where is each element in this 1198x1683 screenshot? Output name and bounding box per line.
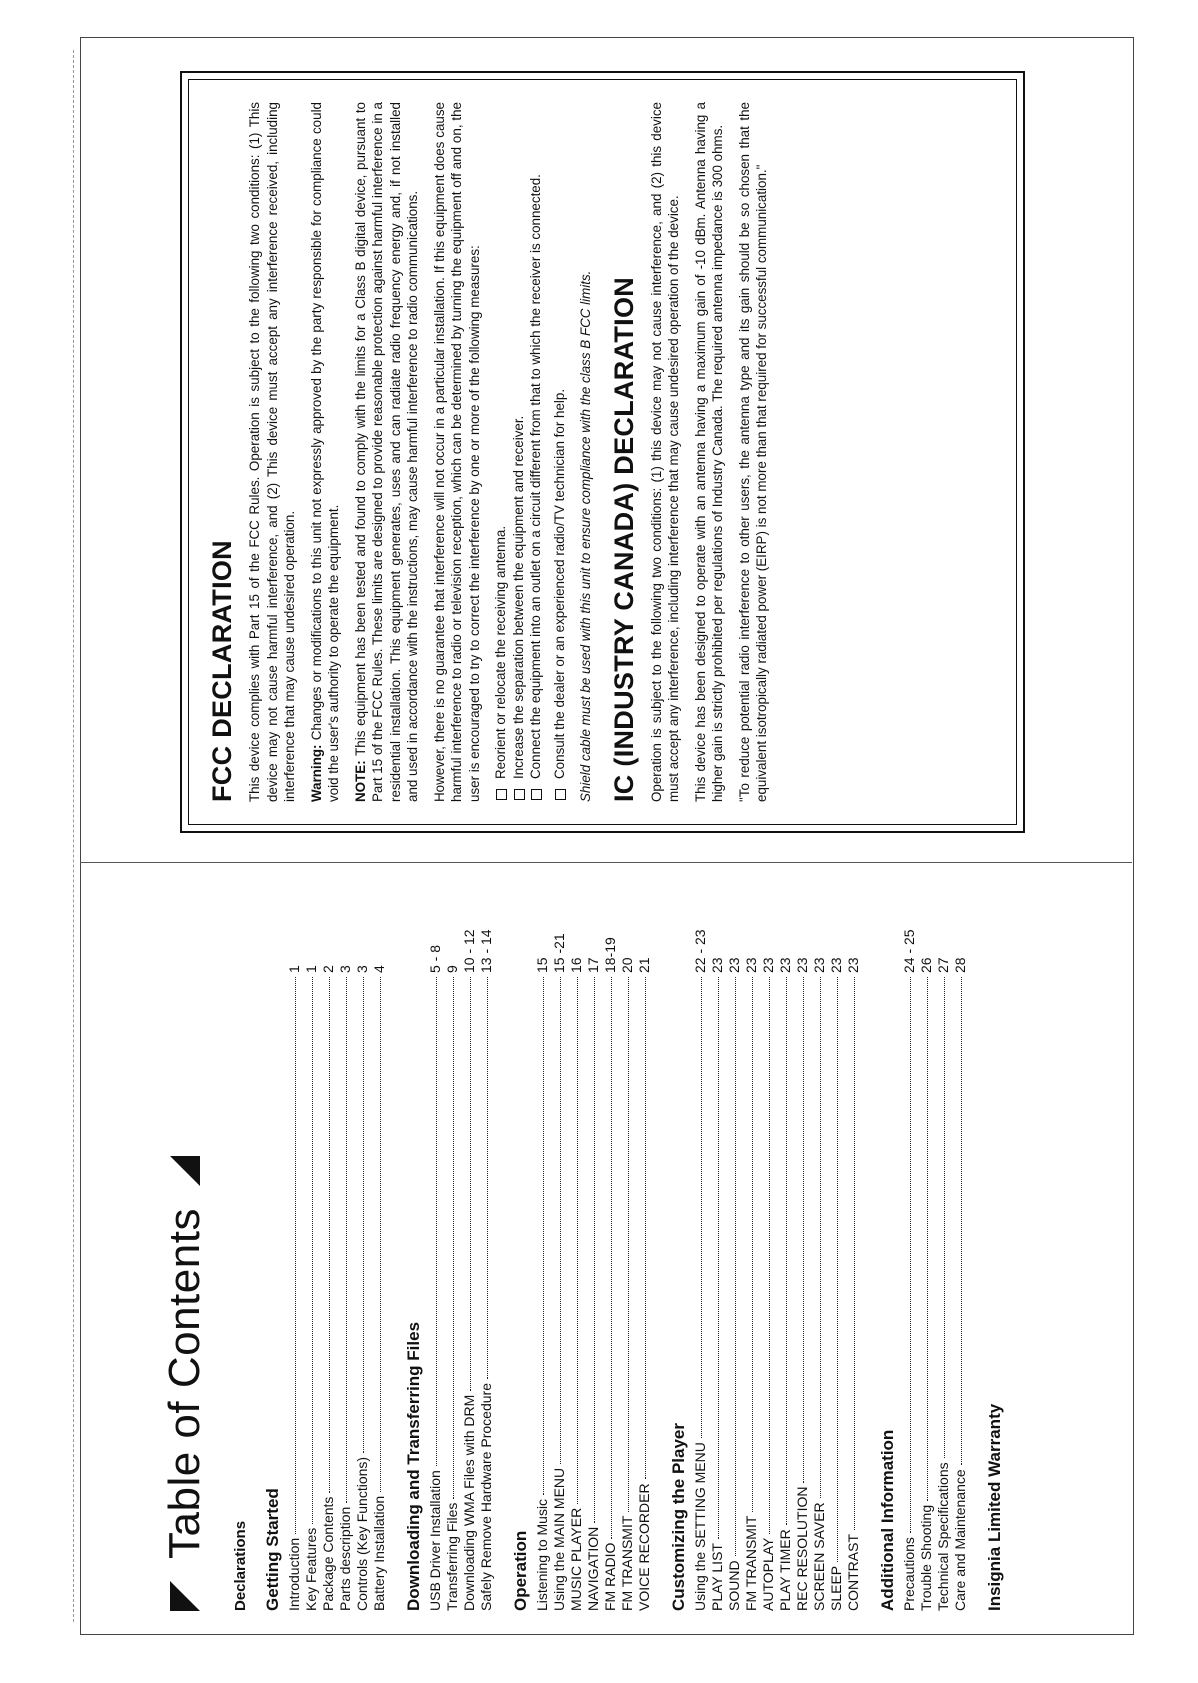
toc-entry-label: Technical Specifications [935, 1462, 951, 1611]
toc-entry [794, 891, 811, 1611]
measure-text: Reorient or relocate the receiving antenna. [493, 525, 508, 779]
toc-entry-page: 23 [726, 957, 742, 973]
toc-entry-page: 23 [811, 957, 827, 973]
toc-dot-leader [594, 977, 595, 1523]
toc-entry-page: 26 [918, 957, 934, 973]
toc-entry [478, 891, 495, 1611]
toc-entry-page: 23 [709, 957, 725, 973]
toc-entry [777, 891, 794, 1611]
measure-item [492, 102, 510, 802]
toc-entry-label: AUTOPLAY [760, 1537, 776, 1611]
toc-entry [743, 891, 760, 1611]
toc-entry [320, 891, 337, 1611]
toc-section [669, 891, 862, 1611]
toc-entry-label: USB Driver Installation [427, 1470, 443, 1611]
toc-entry [636, 891, 653, 1611]
toc-entry-page: 23 [760, 957, 776, 973]
toc-dot-leader [363, 977, 364, 1453]
toc-dot-leader [735, 977, 736, 1556]
checkbox-icon [555, 789, 566, 800]
toc-entry-label: Using the SETTING MENU [692, 1442, 708, 1611]
ic-paragraph-2: This device has been designed to operate with an antenna having a maximum gain of -10 dBm. Antenna having a higher gain is strictly prohibited per regulations of Industry Canada. The required antenna impedance is 300 ohms. [692, 102, 725, 802]
toc-dot-leader [329, 977, 330, 1493]
toc-dot-leader [312, 977, 313, 1524]
toc-entry-label: Parts description [337, 1506, 353, 1611]
fcc-heading: FCC DECLARATION [207, 540, 237, 802]
toc-dot-leader [752, 977, 753, 1512]
toc-entry-label: Using the MAIN MENU [551, 1467, 567, 1611]
toc-entry-label: NAVIGATION [585, 1526, 601, 1611]
toc-dot-leader [910, 977, 911, 1533]
toc-entry-label: Care and Maintenance [952, 1469, 968, 1611]
toc-entry-label: FM TRANSMIT [619, 1515, 635, 1611]
toc-entry-page: 5 - 8 [427, 944, 443, 973]
toc-entry [303, 891, 320, 1611]
toc-entry-label: SOUND [726, 1560, 742, 1611]
toc-declarations: Declarations [232, 1520, 249, 1611]
toc-entry-page: 22 - 23 [692, 929, 708, 973]
toc-entry-label: Safely Remove Hardware Procedure [478, 1383, 494, 1611]
toc-entry [444, 891, 461, 1611]
toc-entry [619, 891, 636, 1611]
toc-entry [568, 891, 585, 1611]
ic-paragraph-3: "To reduce potential radio interference to other users, the antenna type and its gain should be so chosen that the equivalent isotropically radiated power (EIRP) is not more than that required for successful communication." [736, 102, 769, 802]
toc-dot-leader [346, 977, 347, 1503]
toc-section [878, 891, 969, 1611]
note-text: This equipment has been tested and found to comply with the limits for a Class B digital device, pursuant to Part 15 of the FCC Rules. These limits are designed to provide reasonable protection against harmful interference in a residential installation. This equipment generates, uses and can radiate radio frequency energy and, if not installed and used in accordance with the instructions, may cause harmful interference to radio communications. [352, 102, 420, 802]
toc-entry-label: SLEEP [828, 1565, 844, 1611]
toc-entry-page: 1 [303, 965, 319, 973]
toc-entry [371, 891, 388, 1611]
toc-entry [427, 891, 444, 1611]
toc-dot-leader [701, 977, 702, 1438]
toc-dot-leader [944, 977, 945, 1458]
fcc-measures-list [492, 102, 568, 802]
shield-cable-note: Shield cable must be used with this unit to ensure compliance with the class B FCC limits. [578, 270, 593, 802]
toc-entry [692, 891, 709, 1611]
toc-entry-page: 23 [794, 957, 810, 973]
toc-entry-page: 4 [371, 965, 387, 973]
toc-dot-leader [611, 977, 612, 1539]
toc-entry-page: 15 [534, 957, 550, 973]
note-label: NOTE: [352, 760, 368, 802]
center-fold-line [80, 862, 1132, 863]
fcc-warning [308, 102, 343, 802]
toc-entry-page: 23 [845, 957, 861, 973]
toc-entry [709, 891, 726, 1611]
measure-text: Increase the separation between the equipment and receiver. [510, 415, 526, 779]
triangle-right-icon [170, 1156, 200, 1186]
toc-entry-label: Transferring Files [444, 1502, 460, 1611]
toc-entry-page: 13 - 14 [478, 929, 494, 973]
toc-section-title: Customizing the Player [669, 1423, 688, 1611]
toc-entry-label: Precautions [901, 1537, 917, 1611]
toc-section [263, 891, 388, 1611]
toc-entry-page: 9 [444, 965, 460, 973]
toc-entry [585, 891, 602, 1611]
toc-entry-label: FM TRANSMIT [743, 1515, 759, 1611]
toc-dot-leader [453, 977, 454, 1499]
toc-entry-page: 17 [585, 957, 601, 973]
toc-dot-leader [803, 977, 804, 1483]
declaration-inner-frame [188, 79, 1017, 825]
measure-item [551, 102, 569, 802]
toc-entry-page: 23 [777, 957, 793, 973]
toc-dot-leader [470, 977, 471, 1391]
toc-final-entry: Insignia Limited Warranty [985, 1403, 1004, 1611]
toc-entry [845, 891, 862, 1611]
ic-heading: IC (INDUSTRY CANADA) DECLARATION [608, 276, 639, 802]
toc-entry-page: 3 [337, 965, 353, 973]
toc-entry [551, 891, 568, 1611]
toc-dot-leader [961, 977, 962, 1465]
fcc-paragraph-4: However, there is no guarantee that interference will not occur in a particular installation. If this equipment does cause harmful interference to radio or television reception, which can be determined by turning the equipment off and on, the user is encouraged to try to correct the interference by one or more of the following measures: [431, 102, 482, 802]
toc-entry [461, 891, 478, 1611]
toc-entry [760, 891, 777, 1611]
toc-entry [286, 891, 303, 1611]
toc-entry-page: 16 [568, 957, 584, 973]
toc-entry-label: PLAY TIMER [777, 1529, 793, 1611]
measure-item [510, 102, 528, 802]
toc-section [511, 891, 653, 1611]
toc-dot-leader [577, 977, 578, 1504]
toc-dot-leader [769, 977, 770, 1534]
toc-dot-leader [543, 977, 544, 1495]
toc-entry-page: 18-19 [602, 937, 618, 973]
checkbox-icon [514, 789, 525, 800]
toc-entry-label: Key Features [303, 1527, 319, 1611]
toc-entry [534, 891, 551, 1611]
toc-entry-label: CONTRAST [845, 1534, 861, 1611]
toc-entry-page: 23 [828, 957, 844, 973]
toc-entry-page: 28 [952, 957, 968, 973]
toc-entry-label: Trouble Shooting [918, 1504, 934, 1611]
toc-entry-label: MUSIC PLAYER [568, 1507, 584, 1611]
toc-entry-label: Downloading WMA Files with DRM [461, 1394, 477, 1611]
ic-paragraph-1: Operation is subject to the following two conditions: (1) this device may not cause interference, and (2) this device must accept any interference, including interference that may cause undesired operation of the device. [648, 102, 681, 802]
toc-dot-leader [295, 977, 296, 1534]
toc-entry-page: 15 -21 [551, 933, 567, 973]
toc-entry-page: 2 [320, 965, 336, 973]
toc-section-title: Getting Started [263, 1488, 282, 1611]
toc-entry [354, 891, 371, 1611]
toc-sections [263, 891, 969, 1611]
toc-section [404, 891, 495, 1611]
toc-entry-label: Introduction [286, 1537, 302, 1611]
warning-label: Warning: [308, 744, 324, 802]
toc-dot-leader [786, 977, 787, 1525]
toc-entry-page: 24 - 25 [901, 929, 917, 973]
fcc-note [352, 102, 422, 802]
toc-entry-label: Controls (Key Functions) [354, 1456, 370, 1611]
toc-entry-label: SCREEN SAVER [811, 1502, 827, 1611]
toc-section-title: Additional Information [878, 1429, 897, 1611]
toc-entry-page: 20 [619, 957, 635, 973]
toc-section-title: Operation [511, 1530, 530, 1611]
toc-entry-page: 21 [636, 957, 652, 973]
toc-entry [726, 891, 743, 1611]
toc-entry [952, 891, 969, 1611]
triangle-left-icon [170, 1581, 200, 1611]
measure-text: Connect the equipment into an outlet on a circuit different from that to which the receiver is connected. [528, 174, 543, 779]
toc-title: Table of Contents [160, 1208, 209, 1559]
toc-dot-leader [487, 977, 488, 1379]
toc-dot-leader [927, 977, 928, 1501]
toc-dot-leader [628, 977, 629, 1512]
toc-entry-label: Listening to Music [534, 1498, 550, 1611]
toc-entry-page: 10 - 12 [461, 929, 477, 973]
toc-entry-label: REC RESOLUTION [794, 1486, 810, 1611]
checkbox-icon [496, 789, 507, 800]
toc-entry [935, 891, 952, 1611]
toc-entry-label: VOICE RECORDER [636, 1483, 652, 1611]
toc-entry-label: Package Contents [320, 1496, 336, 1611]
checkbox-icon [531, 789, 542, 800]
measure-text: Consult the dealer or an experienced radio/TV technician for help. [551, 388, 567, 779]
toc-header [150, 891, 220, 1611]
measure-item [527, 102, 545, 802]
toc-entry [901, 891, 918, 1611]
toc-dot-leader [380, 977, 381, 1492]
toc-entry-page: 23 [743, 957, 759, 973]
toc-entry-label: PLAY LIST [709, 1543, 725, 1611]
toc-dot-leader [820, 977, 821, 1498]
toc-entry-label: FM RADIO [602, 1542, 618, 1611]
toc-entry-page: 27 [935, 957, 951, 973]
declaration-box [180, 71, 1025, 833]
toc-dot-leader [436, 977, 437, 1466]
toc-entry-label: Battery Installation [371, 1495, 387, 1611]
fcc-paragraph-1: This device complies with Part 15 of the FCC Rules. Operation is subject to the following two conditions: (1) This device may not cause harmful interference, and (2) This device must accept any interference received, including interference that may cause undesired operation. [247, 102, 297, 802]
toc-dot-leader [837, 977, 838, 1562]
toc-entry [828, 891, 845, 1611]
toc-dot-leader [718, 977, 719, 1539]
toc-entry [602, 891, 619, 1611]
warning-text: Changes or modifications to this unit not expressly approved by the party responsible for compliance could void the user's authority to operate the equipment. [308, 102, 341, 802]
toc-dot-leader [560, 977, 561, 1464]
toc-dot-leader [645, 977, 646, 1479]
toc-entry-page: 3 [354, 965, 370, 973]
toc-entry [918, 891, 935, 1611]
toc-dot-leader [854, 977, 855, 1530]
toc-section-title: Downloading and Transferring Files [404, 1321, 423, 1611]
toc-entry-page: 1 [286, 965, 302, 973]
toc-entry [811, 891, 828, 1611]
table-of-contents [150, 891, 1005, 1611]
toc-entry [337, 891, 354, 1611]
